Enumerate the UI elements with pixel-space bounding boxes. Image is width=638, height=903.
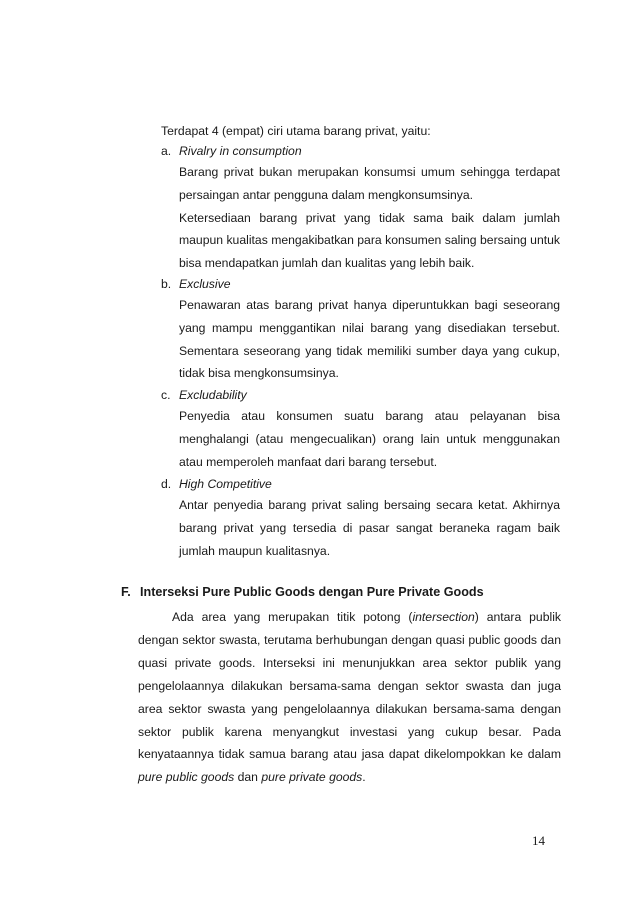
item-paragraph: Penawaran atas barang privat hanya diperuntukkan bagi seseorang yang mampu menggantikan nilai barang yang disediakan tersebut. Sementara seseorang yang tidak memiliki sumber daya yang cukup, tidak bisa mengkonsumsinya.: [179, 298, 560, 381]
item-heading: [161, 274, 561, 294]
body-text: dan: [234, 770, 262, 785]
list-item-c: [161, 385, 561, 473]
section-body: [138, 606, 561, 789]
item-title: High Competitive: [179, 477, 272, 491]
item-heading: [161, 385, 561, 405]
item-title: Exclusive: [179, 277, 231, 291]
item-paragraph: Ketersediaan barang privat yang tidak sama baik dalam jumlah maupun kualitas mengakibatkan para konsumen saling bersaing untuk bisa mendapatkan jumlah dan kualitas yang lebih baik.: [179, 210, 560, 271]
item-heading: [161, 474, 561, 494]
item-letter: c.: [161, 388, 171, 402]
item-letter: a.: [161, 144, 172, 158]
body-text: Ada area yang merupakan titik potong (: [172, 610, 413, 624]
item-letter: b.: [161, 277, 172, 291]
section-heading: [121, 583, 484, 601]
item-paragraph: Penyedia atau konsumen suatu barang atau pelayanan bisa menghalangi (atau mengecualikan) orang lain untuk menggunakan atau memperoleh manfaat dari barang tersebut.: [179, 409, 560, 469]
body-emphasis: pure private goods: [261, 770, 363, 785]
body-text: ) antara publik dengan sektor swasta, terutama berhubungan dengan quasi public goods dan quasi private goods. Interseksi ini menunjukkan area sektor publik yang pengelolaannya dilakukan bersama-sama dengan sektor swasta dan juga area sektor swasta yang pengelolaannya dilakukan bersama-sama dengan sektor publik karena menyangkut investasi yang cukup besar. Pada kenyataannya tidak samua barang atau jasa dapat dikelompokkan ke dalam: [138, 610, 562, 762]
list-item-a: [161, 141, 561, 275]
list-item-d: [161, 474, 561, 562]
page-number: 14: [532, 833, 545, 848]
item-letter: d.: [161, 477, 172, 491]
item-title: Excludability: [179, 388, 247, 402]
intro-text: Terdapat 4 (empat) ciri utama barang privat, yaitu:: [161, 124, 431, 138]
section-letter: F.: [121, 585, 131, 599]
section-title: Interseksi Pure Public Goods dengan Pure Private Goods: [140, 585, 484, 599]
item-paragraph: Antar penyedia barang privat saling bersaing secara ketat. Akhirnya barang privat yang tersedia di pasar sangat beraneka ragam baik jumlah maupun kualitasnya.: [179, 498, 560, 558]
body-emphasis: intersection: [412, 610, 475, 624]
body-emphasis: pure public goods: [138, 770, 235, 785]
item-title: Rivalry in consumption: [179, 144, 302, 158]
list-item-b: [161, 274, 561, 385]
item-paragraph: Barang privat bukan merupakan konsumsi umum sehingga terdapat persaingan antar pengguna dalam mengkonsumsinya.: [179, 165, 560, 202]
item-heading: [161, 141, 561, 161]
body-text: .: [362, 770, 366, 785]
